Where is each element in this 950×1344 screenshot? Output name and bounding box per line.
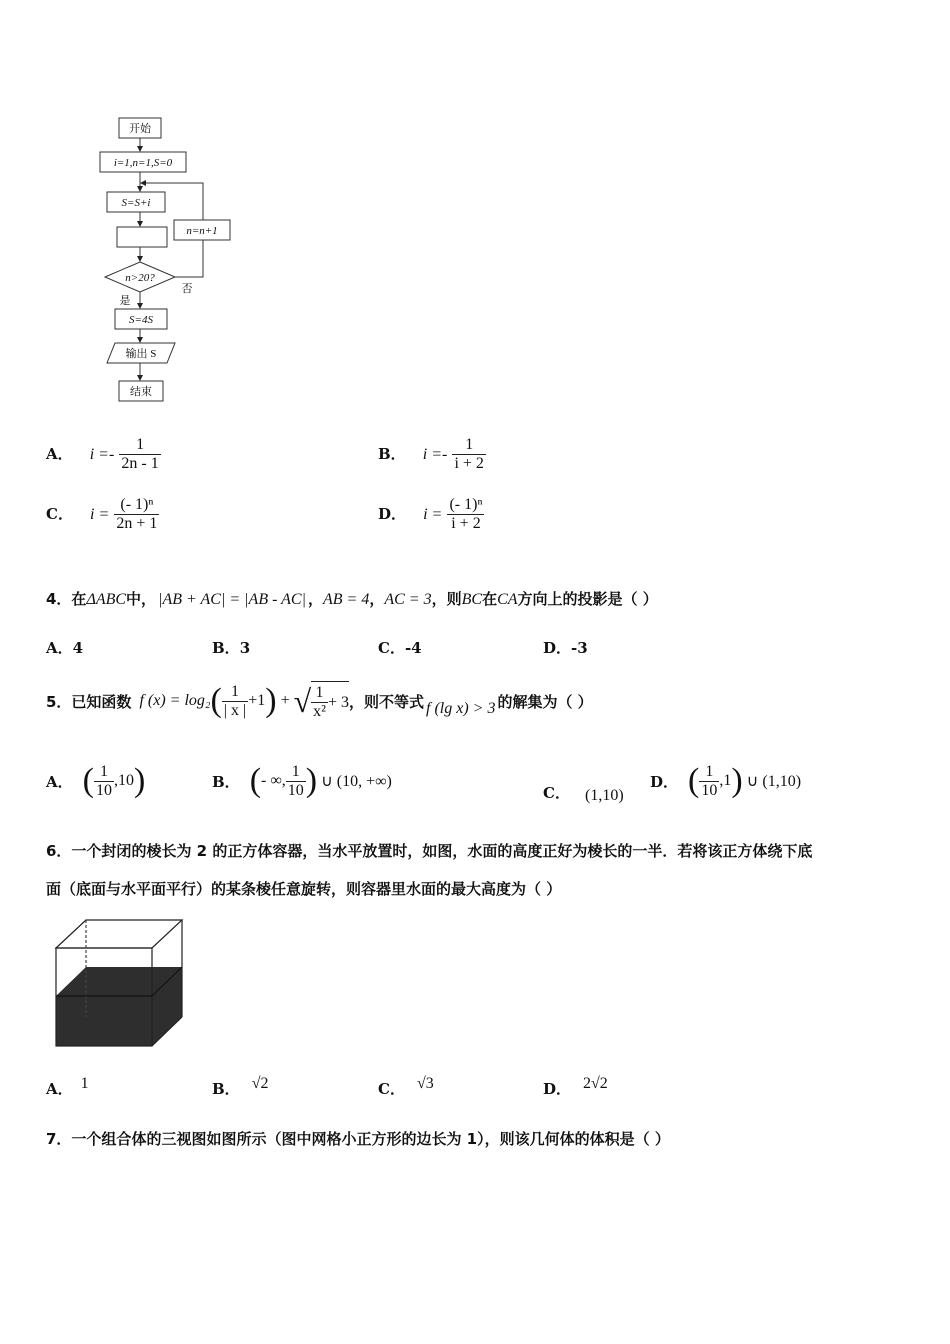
flow-blank-box [117, 227, 167, 247]
question-5: 5．已知函数 f (x) = log₂ ( $\frac{1}{| x |}$ +1 ) + √ $\frac{1}{\text{x²}}$ + 3 ，则不等式 f (lg x) > 3 的解集为（ ） [46, 682, 593, 720]
q3-c-fraction: $\frac{\text{(- 1)ⁿ}}{2n + 1}$ [116, 496, 158, 532]
flow-sum-text: S=S+i [121, 197, 151, 209]
q6-option-b[interactable]: B． √2 [212, 1075, 269, 1098]
q3-option-c[interactable]: C． i = $\frac{\text{(- 1)ⁿ}}{2n + 1}$ [46, 496, 158, 532]
flow-yes-label: 是 [119, 295, 131, 307]
q4-option-a[interactable]: A．4 [46, 639, 84, 657]
flowchart [95, 110, 245, 410]
flow-init-text: i=1,n=1,S=0 [113, 157, 173, 169]
q5-sqrt-fraction: $\frac{1}{\text{x²}}$ [313, 684, 326, 720]
question-4: 4．在ΔABC中， |AB + AC| = |AB - AC| ，AB = 4，AC = 3，则BC在CA方向上的投影是（ ） [46, 590, 658, 608]
q3-option-d[interactable]: D． i = $\frac{\text{(- 1)ⁿ}}{i + 2}$ [378, 496, 483, 532]
flow-output-text: 输出 S [125, 348, 157, 360]
q6-option-c[interactable]: C． √3 [378, 1075, 434, 1098]
q5-option-b[interactable]: B． ( - ∞, $\frac{1}{10}$ ) ∪ (10, +∞) [212, 762, 392, 799]
q4-option-d[interactable]: D．-3 [543, 639, 588, 657]
q3-option-a[interactable]: A． i =- $\frac{1}{2n - 1}$ [46, 436, 159, 472]
q3-a-fraction: $\frac{1}{2n - 1}$ [121, 436, 159, 472]
question-6-line-1: 6．一个封闭的棱长为 2 的正方体容器，当水平放置时，如图，水面的高度正好为棱长的一半．若将该正方体绕下底 [46, 842, 813, 860]
q5-option-c[interactable]: C． (1,10) [543, 784, 624, 804]
flow-mult-text: S=4S [129, 314, 153, 326]
q4-option-b[interactable]: B．3 [212, 639, 251, 657]
q6-option-a[interactable]: A． 1 [46, 1075, 89, 1098]
q3-option-b[interactable]: B． i =- $\frac{1}{i + 2}$ [378, 436, 484, 472]
question-6-line-2: 面（底面与水平面平行）的某条棱任意旋转，则容器里水面的最大高度为（ ） [46, 880, 562, 898]
flow-cond-text: n>20? [125, 272, 155, 284]
flow-no-label: 否 [181, 283, 193, 295]
flow-inc-text: n=n+1 [186, 225, 218, 237]
q5-option-a[interactable]: A． ( $\frac{1}{10}$ ,10 ) [46, 762, 146, 799]
question-7: 7．一个组合体的三视图如图所示（图中网格小正方形的边长为 1），则该几何体的体积是（ ） [46, 1130, 670, 1148]
flow-start-text: 开始 [129, 123, 151, 135]
q3-b-fraction: $\frac{1}{i + 2}$ [454, 436, 484, 472]
flow-end-text: 结束 [130, 386, 152, 398]
q4-option-c[interactable]: C．-4 [378, 639, 422, 657]
q5-inner-fraction: $\frac{1}{| x |}$ [223, 682, 247, 719]
q6-option-d[interactable]: D． 2√2 [543, 1075, 608, 1098]
q5-option-d[interactable]: D． ( $\frac{1}{10}$ ,1 ) ∪ (1,10) [650, 762, 802, 799]
sqrt-icon: √ [293, 683, 312, 719]
cube-water-figure [52, 918, 187, 1048]
q3-d-fraction: $\frac{\text{(- 1)ⁿ}}{i + 2}$ [449, 496, 483, 532]
